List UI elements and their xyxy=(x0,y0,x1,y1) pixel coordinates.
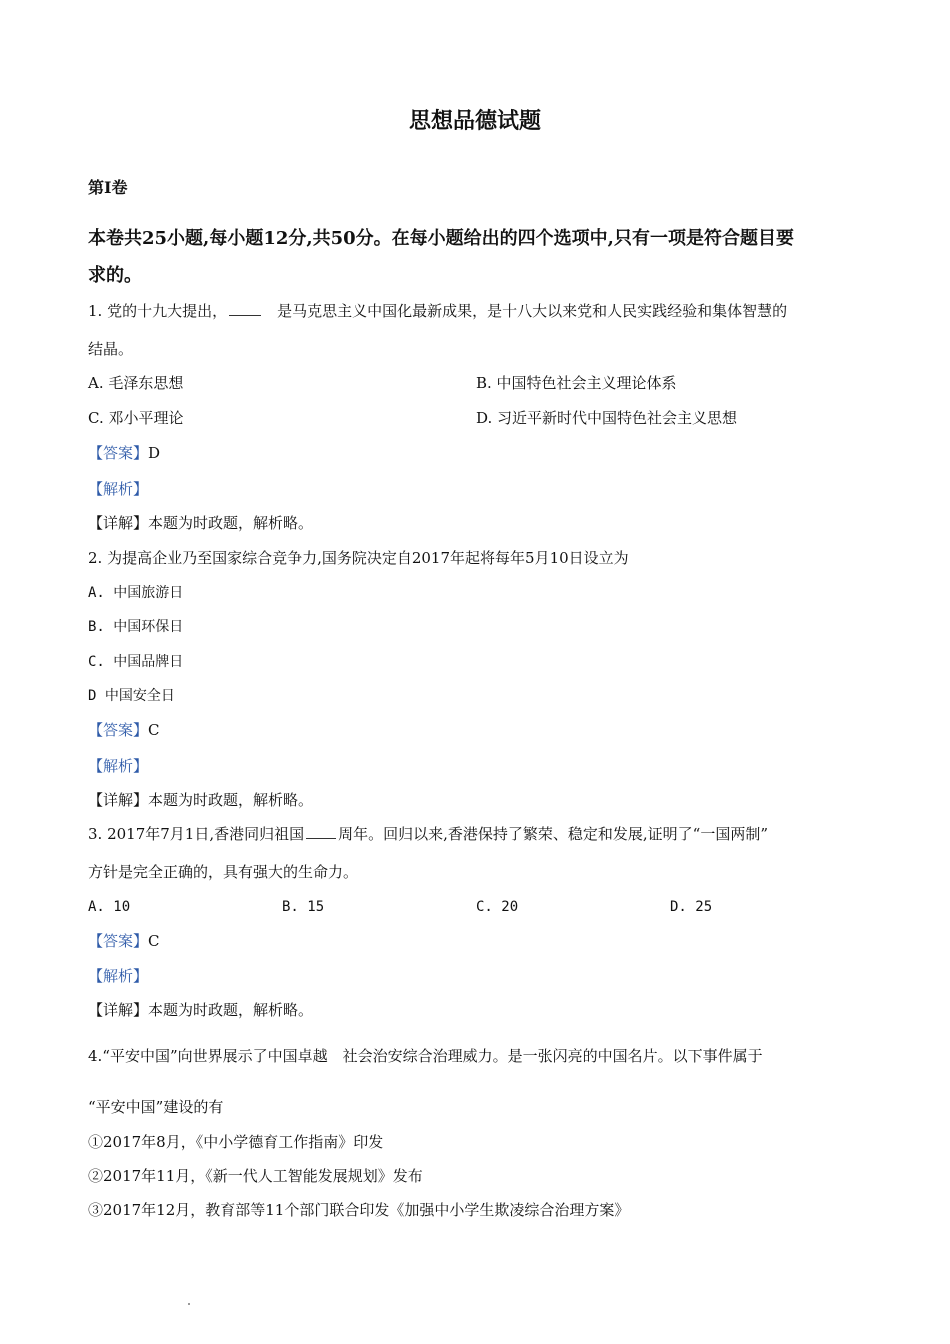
q1-stem-part-a: 1. 党的十九大提出， xyxy=(88,302,228,320)
q3-blank xyxy=(306,838,336,839)
q3-option-a: A. 10 xyxy=(88,899,131,915)
q1-answer-label: 【答案】 xyxy=(88,444,149,462)
q2-analysis-label: 【解析】 xyxy=(88,757,149,775)
q1-detail: 【详解】本题为时政题，解析略。 xyxy=(88,514,314,532)
q3-detail: 【详解】本题为时政题，解析略。 xyxy=(88,1001,314,1019)
q3-answer-value: C xyxy=(148,932,160,950)
q1-option-c: C. 邓小平理论 xyxy=(88,409,184,427)
q4-item-3: ③2017年12月，教育部等11个部门联合印发《加强中小学生欺凌综合治理方案》 xyxy=(88,1201,630,1219)
q4-item-2: ②2017年11月，《新一代人工智能发展规划》发布 xyxy=(88,1167,423,1185)
q3-option-b: B. 15 xyxy=(282,899,325,915)
instructions-line-1: 本卷共25小题,每小题12分,共50分。在每小题给出的四个选项中,只有一项是符合题目要 xyxy=(88,228,794,249)
q3-option-d: D. 25 xyxy=(670,899,713,915)
q1-stem-line-2: 结晶。 xyxy=(88,340,134,358)
page-title: 思想品德试题 xyxy=(408,108,541,134)
q3-stem xyxy=(88,827,768,842)
q3-answer xyxy=(88,934,160,949)
q4-stem-line-1: 4.“平安中国”向世界展示了中国卓越 社会治安综合治理威力。是一张闪亮的中国名片。以下事件属于 xyxy=(88,1047,763,1065)
q1-option-b: B. 中国特色社会主义理论体系 xyxy=(476,374,677,392)
scan-dot xyxy=(188,1303,190,1305)
q1-analysis-label: 【解析】 xyxy=(88,480,149,498)
q2-option-d: D 中国安全日 xyxy=(88,688,175,704)
q2-detail: 【详解】本题为时政题，解析略。 xyxy=(88,791,314,809)
q3-option-c: C. 20 xyxy=(476,899,519,915)
q4-stem-line-2: “平安中国”建设的有 xyxy=(88,1098,224,1116)
q2-answer-value: C xyxy=(148,721,160,739)
q1-stem xyxy=(88,304,787,319)
q2-answer-label: 【答案】 xyxy=(88,721,149,739)
q2-option-c: C. 中国品牌日 xyxy=(88,654,184,670)
q1-blank xyxy=(229,315,261,316)
q1-answer xyxy=(88,446,160,461)
q4-item-1: ①2017年8月，《中小学德育工作指南》印发 xyxy=(88,1133,384,1151)
q2-option-a: A. 中国旅游日 xyxy=(88,585,184,601)
q2-option-b: B. 中国环保日 xyxy=(88,619,184,635)
q1-option-a: A. 毛泽东思想 xyxy=(88,374,184,392)
q1-option-d: D. 习近平新时代中国特色社会主义思想 xyxy=(476,409,738,427)
section-heading: 第Ⅰ卷 xyxy=(88,178,128,197)
q2-answer xyxy=(88,723,160,738)
q1-stem-part-b: 是马克思主义中国化最新成果，是十八大以来党和人民实践经验和集体智慧的 xyxy=(277,302,788,320)
q1-answer-value: D xyxy=(148,444,161,462)
q3-stem-part-a: 3. 2017年7月1日,香港同归祖国 xyxy=(88,825,305,843)
instructions-line-2: 求的。 xyxy=(88,265,142,286)
q3-stem-part-b: 周年。回归以来,香港保持了繁荣、稳定和发展,证明了“一国两制” xyxy=(338,825,768,843)
q3-stem-line-2: 方针是完全正确的，具有强大的生命力。 xyxy=(88,863,359,881)
q2-stem: 2. 为提高企业乃至国家综合竞争力,国务院决定自2017年起将每年5月10日设立为 xyxy=(88,549,629,567)
q3-analysis-label: 【解析】 xyxy=(88,967,149,985)
q3-answer-label: 【答案】 xyxy=(88,932,149,950)
